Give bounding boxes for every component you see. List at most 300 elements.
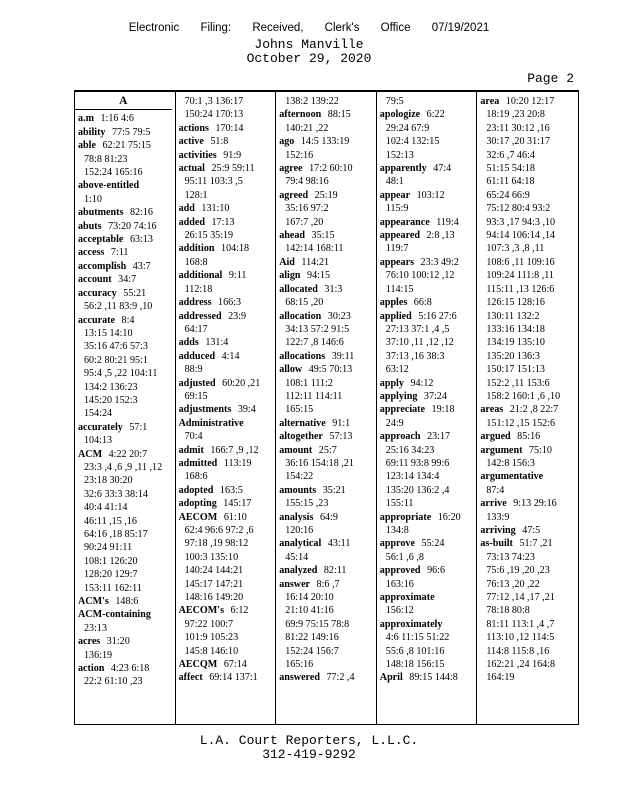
index-refs: 6:12	[228, 605, 249, 617]
index-entry-continuation	[279, 645, 376, 658]
index-term: argument	[480, 444, 523, 456]
filing-date: 07/19/2021	[431, 22, 490, 34]
index-entry	[380, 189, 477, 202]
index-refs: 25:19	[312, 189, 338, 201]
filing-word-received: Received,	[252, 22, 304, 34]
index-entry	[179, 444, 276, 457]
index-column-1	[75, 92, 176, 724]
index-entry	[78, 287, 175, 300]
index-refs: 23:11 30:12 ,16	[486, 122, 550, 134]
index-term: apples	[379, 297, 408, 309]
index-refs: 114:8 115:8 ,16	[486, 645, 550, 657]
index-refs: 81:22 149:16	[285, 632, 339, 644]
index-refs: 145:17 147:21	[184, 578, 244, 590]
index-refs: 103:12	[414, 189, 445, 201]
index-entry	[279, 189, 376, 202]
index-entry-continuation	[480, 564, 578, 577]
index-entry	[179, 484, 276, 497]
index-refs: 108:1 126:20	[84, 555, 138, 567]
index-entry-continuation	[480, 149, 578, 162]
index-entry-continuation	[380, 202, 477, 215]
index-entry-continuation	[279, 95, 376, 108]
index-entry-continuation	[480, 658, 578, 671]
index-entry-continuation	[279, 497, 376, 510]
index-refs: 167:7 ,20	[285, 216, 324, 228]
index-refs: 93:3 ,17 94:3 ,10	[486, 216, 556, 228]
index-entry	[279, 162, 376, 175]
index-column-5	[477, 92, 578, 724]
index-refs: 19:18	[429, 404, 455, 416]
index-entry	[480, 497, 578, 510]
index-term: areas	[480, 404, 504, 416]
index-entry-continuation	[380, 524, 477, 537]
index-entry-continuation	[279, 457, 376, 470]
index-entry-continuation	[279, 591, 376, 604]
index-refs: 57:1	[126, 421, 148, 433]
index-term: altogether	[279, 431, 323, 443]
index-entry	[480, 524, 578, 537]
index-refs: 142:14 168:11	[285, 243, 344, 255]
col3-entries	[279, 95, 376, 685]
index-refs: 57:13	[326, 431, 353, 443]
index-entry-continuation	[179, 430, 276, 443]
index-refs: 43:7	[130, 260, 151, 272]
filing-stamp	[0, 22, 618, 34]
index-entry	[279, 537, 376, 550]
index-refs: 6:22	[424, 109, 445, 121]
index-entry-continuation	[78, 501, 175, 514]
index-term: appropriate	[379, 511, 432, 523]
index-entry-continuation	[279, 296, 376, 309]
filing-word-clerks: Clerk's	[324, 22, 360, 34]
index-refs: 112:11 114:11	[285, 390, 343, 402]
index-term: access	[78, 247, 105, 259]
index-refs: 166:3	[215, 297, 242, 309]
index-entry	[279, 135, 376, 148]
index-entry-continuation	[279, 390, 376, 403]
index-entry	[279, 269, 376, 282]
index-column-3	[276, 92, 377, 724]
index-term: ACM	[78, 448, 103, 460]
index-entry	[480, 470, 578, 483]
index-entry-continuation	[480, 578, 578, 591]
index-refs: 69:9 75:15 78:8	[285, 618, 350, 630]
index-entry	[279, 484, 376, 497]
index-refs: 35:15	[309, 230, 335, 242]
index-entry-continuation	[480, 604, 578, 617]
index-entry-continuation	[480, 363, 578, 376]
index-refs: 30:17 ,20 31:17	[486, 136, 551, 148]
index-entry-continuation	[480, 108, 578, 121]
index-term: abutments	[78, 207, 124, 219]
reporter-phone: 312-419-9292	[262, 747, 356, 762]
index-entry	[179, 604, 276, 617]
index-entry-continuation	[380, 417, 477, 430]
index-entry-continuation	[480, 631, 578, 644]
index-entry-continuation	[78, 622, 175, 635]
index-entry	[179, 417, 276, 430]
index-entry-continuation	[279, 551, 376, 564]
section-letter: A	[75, 95, 172, 110]
index-refs: 95:4 ,5 ,22 104:11	[84, 368, 158, 380]
index-entry-continuation	[480, 511, 578, 524]
index-refs: 120:16	[285, 525, 314, 536]
index-entry	[78, 139, 175, 152]
index-refs: 156:12	[385, 605, 414, 617]
index-refs: 65:24 66:9	[486, 189, 530, 201]
index-term: addressed	[178, 310, 222, 322]
index-term: able	[78, 140, 96, 152]
index-refs: 128:20 129:7	[84, 569, 138, 581]
index-refs: 145:8 146:10	[184, 645, 239, 657]
index-term: accurate	[78, 314, 115, 326]
index-refs: 155:11	[385, 498, 414, 510]
index-entry	[78, 206, 175, 219]
index-entry-continuation	[78, 675, 175, 688]
index-refs: 131:4	[202, 337, 229, 349]
index-refs: 23:18 30:20	[84, 475, 133, 487]
index-entry-continuation	[179, 470, 276, 483]
index-term: align	[279, 270, 301, 282]
index-refs: 115:11 ,13 126:6	[486, 283, 555, 295]
index-entry-continuation	[78, 340, 175, 353]
index-entry-continuation	[78, 407, 175, 420]
index-entry-continuation	[279, 122, 376, 135]
index-entry	[380, 108, 477, 121]
index-entry-continuation	[380, 350, 477, 363]
index-refs: 16:20	[435, 511, 461, 523]
index-refs: 43:11	[325, 538, 351, 550]
index-refs: 55:6 ,8 101:16	[385, 645, 445, 657]
index-refs: 62:4 96:6 97:2 ,6	[184, 525, 254, 536]
index-entry	[179, 336, 276, 349]
index-entry	[480, 430, 578, 443]
index-refs: 97:22 100:7	[184, 618, 234, 630]
index-entry	[380, 671, 477, 684]
index-term: approach	[379, 431, 421, 443]
index-refs: 89:15 144:8	[406, 672, 458, 684]
index-refs: 122:7 ,8 146:6	[285, 337, 344, 349]
index-entry-continuation	[480, 323, 578, 336]
index-refs: 88:15	[325, 109, 351, 121]
index-entry	[279, 108, 376, 121]
index-entry	[279, 578, 376, 591]
index-refs: 134:8	[385, 525, 409, 536]
index-term: AECOM's	[178, 605, 225, 617]
index-entry	[179, 658, 276, 671]
index-refs: 67:14	[221, 659, 247, 671]
page-number: Page 2	[527, 71, 574, 86]
index-entry-continuation	[380, 135, 477, 148]
index-entry	[480, 95, 578, 108]
index-refs: 9:13 29:16	[510, 498, 557, 510]
index-refs: 154:22	[285, 471, 314, 483]
index-entry	[78, 314, 175, 327]
index-refs: 163:16	[385, 578, 414, 590]
index-refs: 25:7	[316, 444, 337, 456]
index-entry-continuation	[480, 457, 578, 470]
index-refs: 23:17	[424, 431, 451, 443]
index-refs: 21:10 41:16	[285, 605, 334, 617]
index-refs: 94:15	[304, 270, 331, 282]
index-refs: 73:20 74:16	[105, 220, 157, 232]
index-entry-continuation	[179, 256, 276, 269]
index-refs: 25:9 59:11	[208, 163, 255, 175]
index-refs: 75:12 80:4 93:2	[486, 203, 551, 215]
index-entry	[279, 256, 376, 269]
index-entry-continuation	[380, 242, 477, 255]
index-refs: 164:19	[486, 672, 515, 684]
index-term: adopted	[178, 484, 214, 496]
index-refs: 76:13 ,20 ,22	[486, 578, 540, 590]
index-entry	[279, 283, 376, 296]
index-entry-continuation	[480, 256, 578, 269]
index-term: Aid	[279, 256, 295, 268]
index-refs: 113:19	[221, 457, 252, 469]
index-refs: 150:17 151:13	[486, 364, 545, 376]
index-refs: 66:8	[411, 297, 432, 309]
index-refs: 112:18	[184, 283, 213, 295]
index-refs: 39:11	[329, 350, 355, 362]
index-refs: 133:9	[486, 511, 510, 523]
index-refs: 135:20 136:3	[486, 350, 540, 362]
index-entry	[380, 564, 477, 577]
index-refs: 36:16 154:18 ,21	[285, 457, 354, 469]
index-entry-continuation	[78, 354, 175, 367]
index-refs: 81:11 113:1 ,4 ,7	[486, 618, 555, 630]
index-entry-continuation	[480, 551, 578, 564]
index-term: as-built	[480, 538, 513, 550]
index-term: active	[178, 136, 204, 148]
index-entry	[380, 430, 477, 443]
index-entry-continuation	[78, 541, 175, 554]
index-entry-continuation	[279, 149, 376, 162]
index-refs: 60:2 80:21 95:1	[84, 354, 148, 366]
index-refs: 51:15 54:18	[486, 163, 535, 175]
index-entry-continuation	[380, 631, 477, 644]
index-refs: 56:1 ,6 ,8	[385, 551, 424, 563]
index-entry	[179, 122, 276, 135]
index-refs: 126:15 128:16	[486, 297, 545, 309]
index-entry-continuation	[179, 618, 276, 631]
index-entry	[179, 457, 276, 470]
index-refs: 22:2 61:10 ,23	[84, 676, 143, 688]
index-entry-continuation	[480, 671, 578, 684]
index-entry	[380, 162, 477, 175]
index-entry-continuation	[78, 434, 175, 447]
index-refs: 119:4	[433, 216, 459, 228]
index-refs: 152:24 156:7	[285, 645, 339, 657]
index-refs: 113:10 ,12 114:5	[486, 632, 555, 644]
index-entry-continuation	[380, 336, 477, 349]
index-entry	[279, 430, 376, 443]
index-refs: 13:15 14:10	[84, 327, 133, 339]
index-refs: 148:18 156:15	[385, 659, 445, 671]
index-entry-continuation	[279, 524, 376, 537]
index-refs: 77:5 79:5	[109, 126, 151, 138]
index-entry	[380, 511, 477, 524]
index-refs: 90:24 91:11	[84, 542, 133, 554]
index-term: approve	[379, 538, 415, 550]
index-term: apply	[379, 377, 404, 389]
index-entry-continuation	[78, 394, 175, 407]
index-term: allocation	[279, 310, 322, 322]
index-entry	[279, 350, 376, 363]
index-refs: 49:5 70:13	[306, 364, 353, 376]
index-entry	[179, 296, 276, 309]
index-refs: 133:16 134:18	[486, 323, 545, 335]
index-term: apologize	[379, 109, 421, 121]
index-refs: 2:8 ,13	[423, 230, 455, 242]
index-entry-continuation	[480, 269, 578, 282]
index-refs: 4:6 11:15 51:22	[385, 632, 450, 644]
index-column-2	[176, 92, 277, 724]
index-entry	[78, 635, 175, 648]
index-entry-continuation	[380, 269, 477, 282]
index-term: agree	[279, 163, 303, 175]
index-refs: 51:8	[207, 136, 229, 148]
index-entry	[179, 149, 276, 162]
index-entry-continuation	[480, 591, 578, 604]
index-term: actual	[178, 163, 205, 175]
index-entry	[179, 350, 276, 363]
index-refs: 136:19	[84, 649, 113, 661]
index-term: added	[178, 216, 205, 228]
col5-entries	[480, 95, 578, 685]
index-refs: 78:8 81:23	[84, 153, 128, 165]
index-term: amounts	[279, 484, 317, 496]
index-refs: 46:11 ,15 ,16	[84, 515, 137, 527]
index-entry-continuation	[480, 202, 578, 215]
index-entry-continuation	[179, 564, 276, 577]
index-refs: 75:10	[526, 444, 552, 456]
index-entry	[480, 444, 578, 457]
index-term: AECQM	[178, 659, 218, 671]
index-term: accuracy	[78, 287, 117, 299]
index-refs: 61:10	[221, 511, 247, 523]
index-entry-continuation	[78, 649, 175, 662]
index-entry-continuation	[279, 216, 376, 229]
index-term: ago	[279, 136, 295, 148]
index-refs: 5:16 27:6	[415, 310, 457, 322]
filing-word-filing: Filing:	[200, 22, 232, 34]
index-refs: 37:13 ,16 38:3	[385, 350, 445, 362]
col2-entries	[179, 95, 276, 685]
index-refs: 158:2 160:1 ,6 ,10	[486, 390, 561, 402]
index-entry-continuation	[179, 524, 276, 537]
index-entry	[279, 310, 376, 323]
index-refs: 131:10	[198, 203, 230, 215]
index-refs: 76:10 100:12 ,12	[385, 270, 455, 282]
index-refs: 4:23 6:18	[108, 663, 150, 675]
index-term: appreciate	[379, 404, 426, 416]
index-refs: 4:22 20:7	[106, 448, 148, 460]
index-term: accomplish	[78, 260, 127, 272]
index-entry	[78, 662, 175, 675]
index-term: above-entitled	[78, 180, 140, 192]
index-term: adjustments	[178, 404, 232, 416]
index-refs: 23:9	[225, 310, 247, 322]
index-entry	[380, 390, 477, 403]
index-term: adopting	[178, 498, 217, 510]
index-entry-continuation	[179, 108, 276, 121]
index-entry-continuation	[279, 403, 376, 416]
index-entry-continuation	[78, 166, 175, 179]
index-entry-continuation	[380, 470, 477, 483]
index-term: admit	[178, 444, 204, 456]
index-refs: 87:4	[486, 484, 505, 496]
index-refs: 68:15 ,20	[285, 297, 324, 309]
index-refs: 96:6	[424, 565, 446, 577]
index-refs: 142:8 156:3	[486, 457, 535, 469]
index-entry-continuation	[279, 202, 376, 215]
index-entry-continuation	[179, 95, 276, 108]
index-refs: 134:2 136:23	[84, 381, 138, 393]
index-entry-continuation	[480, 229, 578, 242]
index-refs: 34:7	[115, 274, 137, 286]
index-entry-continuation	[279, 631, 376, 644]
index-term: abuts	[78, 220, 102, 232]
index-refs: 7:11	[108, 247, 129, 259]
index-entry-continuation	[480, 310, 578, 323]
index-entry-continuation	[480, 283, 578, 296]
index-refs: 153:11 162:11	[84, 582, 142, 594]
index-refs: 145:17	[220, 498, 252, 510]
index-term: ACM-containing	[78, 609, 151, 621]
index-entry	[279, 564, 376, 577]
index-refs: 135:20 136:2 ,4	[385, 484, 450, 496]
index-term: AECOM	[178, 511, 218, 523]
index-refs: 108:6 ,11 109:16	[486, 256, 555, 268]
index-term: account	[78, 274, 112, 286]
index-refs: 24:9	[385, 417, 404, 429]
index-entry-continuation	[78, 381, 175, 394]
index-term: April	[379, 672, 403, 684]
index-entry	[78, 260, 175, 273]
index-entry-continuation	[179, 363, 276, 376]
index-refs: 165:16	[285, 659, 314, 671]
index-term: afternoon	[279, 109, 322, 121]
index-term: area	[480, 96, 500, 107]
index-refs: 138:2 139:22	[285, 96, 339, 107]
index-entry-continuation	[380, 497, 477, 510]
index-refs: 25:16 34:23	[385, 444, 435, 456]
index-entry	[279, 363, 376, 376]
index-refs: 114:15	[385, 283, 414, 295]
index-term: affect	[178, 672, 203, 684]
index-entry	[179, 242, 276, 255]
index-entry	[380, 403, 477, 416]
hearing-date: October 29, 2020	[246, 51, 372, 66]
index-refs: 82:16	[127, 207, 153, 219]
index-entry-continuation	[78, 488, 175, 501]
index-entry-continuation	[380, 323, 477, 336]
index-refs: 18:19 ,23 20:8	[486, 109, 545, 121]
index-refs: 75:6 ,19 ,20 ,23	[486, 565, 550, 577]
index-refs: 123:14 134:4	[385, 471, 440, 483]
index-entry	[279, 671, 376, 684]
index-entry	[78, 112, 175, 125]
index-refs: 37:24	[421, 390, 447, 402]
index-entry-continuation	[380, 457, 477, 470]
index-refs: 26:15 35:19	[184, 230, 234, 242]
index-refs: 10:20 12:17	[503, 96, 555, 107]
index-refs: 69:15	[184, 390, 208, 402]
index-entry	[279, 229, 376, 242]
col4-entries	[380, 95, 477, 685]
index-entry-continuation	[179, 631, 276, 644]
word-index-table	[74, 90, 579, 725]
